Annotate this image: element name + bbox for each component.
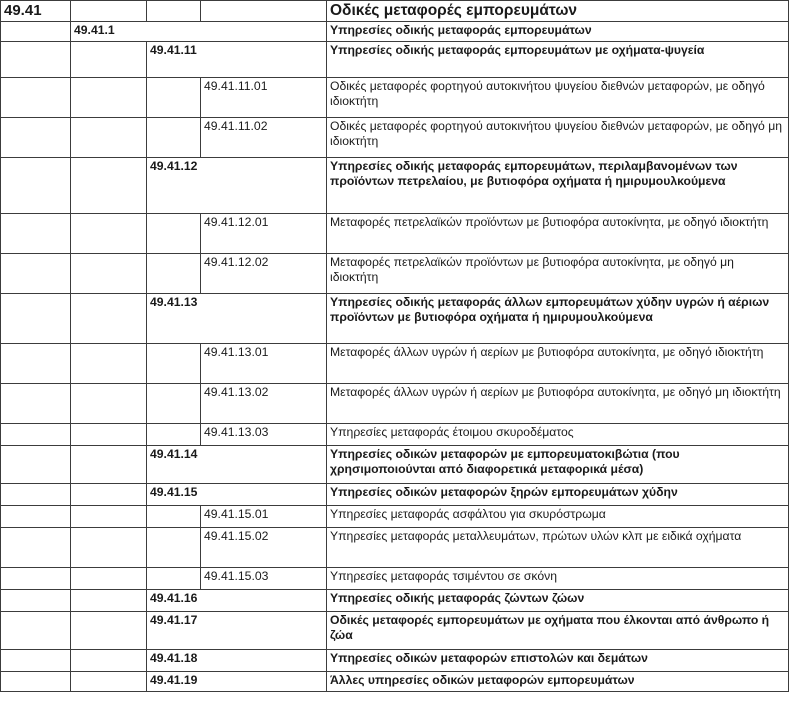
empty-cell [1, 118, 71, 158]
description-cell: Οδικές μεταφορές φορτηγού αυτοκινήτου ψυγείου διεθνών μεταφορών, με οδηγό μη ιδιοκτήτη [327, 118, 789, 158]
code-cell: 49.41.13.01 [201, 344, 327, 384]
empty-cell [1, 294, 71, 344]
table-row-level4 [1, 506, 789, 528]
table-row-level4 [1, 424, 789, 446]
description-cell: Οδικές μεταφορές εμπορευμάτων [327, 1, 789, 22]
table-row-level4 [1, 528, 789, 568]
empty-cell [147, 118, 201, 158]
code-cell: 49.41.11 [147, 42, 327, 78]
table-row-level4 [1, 384, 789, 424]
empty-cell [71, 650, 147, 672]
empty-cell [71, 214, 147, 254]
empty-cell [147, 424, 201, 446]
empty-cell [71, 484, 147, 506]
table-row-level2 [1, 22, 789, 42]
table-row-level4 [1, 568, 789, 590]
code-cell: 49.41.17 [147, 612, 327, 650]
table-row-level3 [1, 294, 789, 344]
empty-cell [147, 384, 201, 424]
table-row-level3 [1, 484, 789, 506]
empty-cell [1, 214, 71, 254]
empty-cell [71, 1, 147, 22]
empty-cell [71, 446, 147, 484]
description-cell: Υπηρεσίες οδικής μεταφοράς εμπορευμάτων [327, 22, 789, 42]
description-cell: Υπηρεσίες μεταφοράς τσιμέντου σε σκόνη [327, 568, 789, 590]
empty-cell [1, 384, 71, 424]
code-cell: 49.41.12.01 [201, 214, 327, 254]
description-cell: Υπηρεσίες οδικών μεταφορών ξηρών εμπορευμάτων χύδην [327, 484, 789, 506]
code-cell: 49.41.11.02 [201, 118, 327, 158]
empty-cell [1, 446, 71, 484]
empty-cell [71, 78, 147, 118]
empty-cell [71, 254, 147, 294]
empty-cell [71, 424, 147, 446]
empty-cell [147, 1, 201, 22]
table-row-level3 [1, 446, 789, 484]
code-cell: 49.41 [1, 1, 71, 22]
empty-cell [147, 214, 201, 254]
code-cell: 49.41.13.02 [201, 384, 327, 424]
description-cell: Μεταφορές άλλων υγρών ή αερίων με βυτιοφόρα αυτοκίνητα, με οδηγό μη ιδιοκτήτη [327, 384, 789, 424]
classification-table-body [1, 1, 789, 692]
empty-cell [147, 506, 201, 528]
description-cell: Οδικές μεταφορές εμπορευμάτων με οχήματα που έλκονται από άνθρωπο ή ζώα [327, 612, 789, 650]
empty-cell [147, 568, 201, 590]
description-cell: Μεταφορές πετρελαϊκών προϊόντων με βυτιοφόρα αυτοκίνητα, με οδηγό μη ιδιοκτήτη [327, 254, 789, 294]
description-cell: Υπηρεσίες οδικής μεταφοράς ζώντων ζώων [327, 590, 789, 612]
empty-cell [71, 590, 147, 612]
description-cell: Υπηρεσίες μεταφοράς μεταλλευμάτων, πρώτων υλών κλπ με ειδικά οχήματα [327, 528, 789, 568]
code-cell: 49.41.13 [147, 294, 327, 344]
description-cell: Υπηρεσίες μεταφοράς ασφάλτου για σκυρόστρωμα [327, 506, 789, 528]
code-cell: 49.41.1 [71, 22, 327, 42]
empty-cell [147, 528, 201, 568]
empty-cell [71, 42, 147, 78]
code-cell: 49.41.11.01 [201, 78, 327, 118]
code-cell: 49.41.15.01 [201, 506, 327, 528]
code-cell: 49.41.13.03 [201, 424, 327, 446]
description-cell: Υπηρεσίες οδικής μεταφοράς άλλων εμπορευμάτων χύδην υγρών ή αέριων προϊόντων με βυτιοφόρα οχήματα ή ημιρυμουλκούμενα [327, 294, 789, 344]
empty-cell [1, 612, 71, 650]
empty-cell [147, 344, 201, 384]
description-cell: Μεταφορές πετρελαϊκών προϊόντων με βυτιοφόρα αυτοκίνητα, με οδηγό ιδιοκτήτη [327, 214, 789, 254]
empty-cell [71, 158, 147, 214]
table-row-level4 [1, 214, 789, 254]
description-cell: Υπηρεσίες οδικής μεταφοράς εμπορευμάτων με οχήματα-ψυγεία [327, 42, 789, 78]
table-row-level1 [1, 1, 789, 22]
empty-cell [147, 78, 201, 118]
table-row-level3 [1, 612, 789, 650]
empty-cell [1, 22, 71, 42]
empty-cell [71, 384, 147, 424]
empty-cell [147, 254, 201, 294]
empty-cell [71, 118, 147, 158]
description-cell: Υπηρεσίες οδικής μεταφοράς εμπορευμάτων, περιλαμβανομένων των προϊόντων πετρελαίου, με βυτιοφόρα οχήματα ή ημιρυμουλκούμενα [327, 158, 789, 214]
code-cell: 49.41.15.02 [201, 528, 327, 568]
empty-cell [1, 78, 71, 118]
description-cell: Υπηρεσίες οδικών μεταφορών επιστολών και δεμάτων [327, 650, 789, 672]
empty-cell [1, 528, 71, 568]
empty-cell [71, 344, 147, 384]
empty-cell [1, 484, 71, 506]
table-row-level3 [1, 650, 789, 672]
empty-cell [71, 568, 147, 590]
code-cell: 49.41.12.02 [201, 254, 327, 294]
empty-cell [1, 424, 71, 446]
table-row-level4 [1, 78, 789, 118]
table-row-level3 [1, 672, 789, 692]
empty-cell [1, 42, 71, 78]
description-cell: Μεταφορές άλλων υγρών ή αερίων με βυτιοφόρα αυτοκίνητα, με οδηγό ιδιοκτήτη [327, 344, 789, 384]
table-row-level3 [1, 158, 789, 214]
empty-cell [1, 590, 71, 612]
table-row-level3 [1, 42, 789, 78]
empty-cell [1, 506, 71, 528]
empty-cell [71, 612, 147, 650]
description-cell: Άλλες υπηρεσίες οδικών μεταφορών εμπορευμάτων [327, 672, 789, 692]
empty-cell [1, 568, 71, 590]
empty-cell [1, 672, 71, 692]
empty-cell [1, 158, 71, 214]
table-row-level3 [1, 590, 789, 612]
code-cell: 49.41.15.03 [201, 568, 327, 590]
empty-cell [71, 506, 147, 528]
table-row-level4 [1, 118, 789, 158]
code-cell: 49.41.16 [147, 590, 327, 612]
code-cell: 49.41.12 [147, 158, 327, 214]
empty-cell [1, 650, 71, 672]
description-cell: Υπηρεσίες μεταφοράς έτοιμου σκυροδέματος [327, 424, 789, 446]
description-cell: Υπηρεσίες οδικών μεταφορών με εμπορευματοκιβώτια (που χρησιμοποιούνται από διαφορετικά μεταφορικά μέσα) [327, 446, 789, 484]
table-row-level4 [1, 254, 789, 294]
code-cell: 49.41.19 [147, 672, 327, 692]
empty-cell [71, 528, 147, 568]
code-cell: 49.41.18 [147, 650, 327, 672]
empty-cell [201, 1, 327, 22]
code-cell: 49.41.14 [147, 446, 327, 484]
code-cell: 49.41.15 [147, 484, 327, 506]
table-row-level4 [1, 344, 789, 384]
description-cell: Οδικές μεταφορές φορτηγού αυτοκινήτου ψυγείου διεθνών μεταφορών, με οδηγό ιδιοκτήτη [327, 78, 789, 118]
empty-cell [71, 672, 147, 692]
empty-cell [71, 294, 147, 344]
empty-cell [1, 344, 71, 384]
empty-cell [1, 254, 71, 294]
